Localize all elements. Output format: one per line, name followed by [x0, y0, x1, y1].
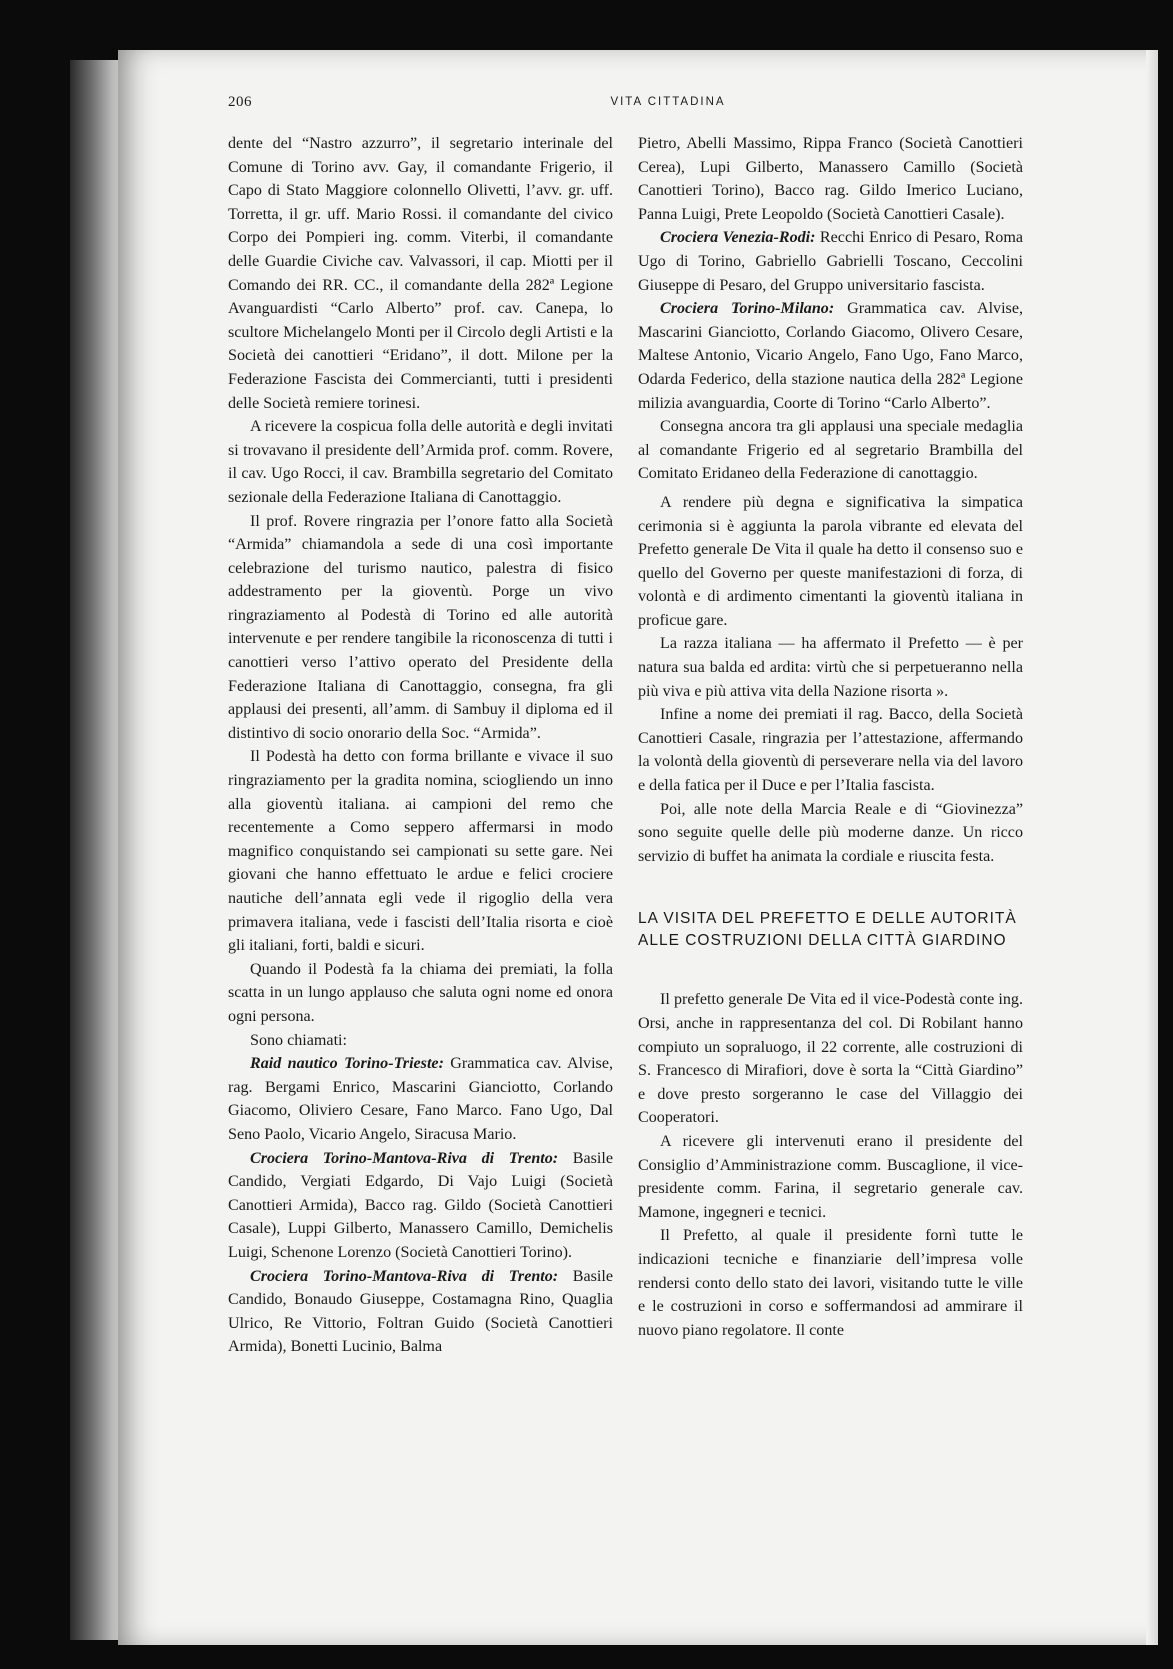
- page-edge: [1146, 50, 1158, 1645]
- award-entry: [228, 1265, 613, 1359]
- award-entry: [228, 1147, 613, 1265]
- award-names: Recchi Enrico di Pesaro, Roma Ugo di Torino, Gabriello Gabrielli Toscano, Ceccolini Giuseppe di Pesaro, del Gruppo universitario fascista.: [638, 229, 1024, 294]
- paragraph: Infine a nome dei premiati il rag. Bacco, della Società Canottieri Casale, ringrazia per l’attestazione, affermando la volontà della gioventù di perseverare nella via del lavoro e della fatica per il Duce e per l’Italia fascista.: [638, 706, 1023, 795]
- award-names: Grammatica cav. Alvise, rag. Bergami Enrico, Mascarini Gianciotto, Corlando Giacomo, Oliviero Cesare, Fano Marco. Fano Ugo, Dal Seno Paolo, Vicario Angelo, Siracusa Mario.: [228, 1055, 613, 1143]
- paragraph: Il prefetto generale De Vita ed il vice-Podestà conte ing. Orsi, anche in rappresentanza del col. Di Robilant hanno compiuto un sopraluogo, il 22 corrente, alle costruzioni di S. Francesco di Mirafiori, dove è sorta la “Città Giardino” e dove presto sorgeranno le case del Villaggio dei Cooperatori.: [638, 991, 1023, 1127]
- paragraph: Quando il Podestà fa la chiama dei premiati, la folla scatta in un lungo applauso che saluta ogni nome ed onora ogni persona.: [228, 960, 613, 1025]
- award-entry: [638, 226, 1023, 297]
- right-column: [638, 132, 1023, 1342]
- award-names: Grammatica cav. Alvise, Mascarini Gianciotto, Corlando Giacomo, Olivero Cesare, Maltese Antonio, Vicario Angelo, Fano Ugo, Fano Marco, Odarda Federico, della stazione nautica della 282ª Legione milizia avanguardia, Coorte di Torino “Carlo Alberto”.: [638, 300, 1023, 412]
- paragraph: Consegna ancora tra gli applausi una speciale medaglia al comandante Frigerio ed al segretario Brambilla del Comitato Eridaneo della Federazione di canottaggio.: [638, 418, 1023, 483]
- route-name: Crociera Torino-Milano:: [660, 300, 835, 318]
- page-number: 206: [228, 94, 252, 110]
- paragraph: Pietro, Abelli Massimo, Rippa Franco (Società Canottieri Cerea), Lupi Gilberto, Manassero Camillo (Società Canottieri Torino), Bacco rag. Gildo Imerico Luciano, Panna Luigi, Prete Leopoldo (Società Canottieri Casale).: [638, 135, 1023, 223]
- route-name: Crociera Torino-Mantova-Riva di Trento:: [250, 1267, 559, 1285]
- paragraph: Il prof. Rovere ringrazia per l’onore fatto alla Società “Armida” chiamandola a sede di una così importante celebrazione del turismo nautico, palestra di fisico addestramento per la gioventù. Porge un vivo ringraziamento al Podestà di Torino ed alle autorità intervenute e per rendere tangibile la riconoscenza di tutti i canottieri verso l’attivo operato del Presidente della Federazione Italiana di Canottaggio, consegna, fra gli applausi dei presenti, all’amm. di Sambuy il diploma ed il distintivo di socio onorario della Soc. “Armida”.: [228, 512, 613, 742]
- section-heading: LA VISITA DEL PREFETTO E DELLE AUTORITÀ ALLE COSTRUZIONI DELLA CITTÀ GIARDINO: [638, 910, 1017, 950]
- paragraph: dente del “Nastro azzurro”, il segretario interinale del Comune di Torino avv. Gay, il comandante Frigerio, il Capo di Stato Maggiore colonnello Olivetti, l’avv. gr. uff. Torretta, il gr. uff. Mario Rossi. il comandante del civico Corpo dei Pompieri ing. comm. Viterbi, il comandante delle Guardie Civiche cav. Valvassori, il cap. Miotti per il Comando dei RR. CC., il comandante della 282ª Legione Avanguardisti “Carlo Alberto” prof. cav. Canepa, lo scultore Michelangelo Monti per il Circolo degli Artisti e la Società dei canottieri “Eridano”, il dott. Milone per la Federazione Fascista dei Commercianti, tutti i presidenti delle Società remiere torinesi.: [228, 135, 613, 412]
- left-column: [228, 132, 613, 1359]
- paragraph: Poi, alle note della Marcia Reale e di “Giovinezza” sono seguite quelle delle più moderne danze. Un ricco servizio di buffet ha animata la cordiale e riuscita festa.: [638, 800, 1023, 865]
- running-title: VITA CITTADINA: [610, 96, 726, 108]
- paragraph: Il Prefetto, al quale il presidente fornì tutte le indicazioni tecniche e finanziarie dell’impresa volle rendersi conto dello stato dei lavori, visitando tutte le ville e le costruzioni in corso e soffermandosi ad ammirare il nuovo piano regolatore. Il conte: [638, 1227, 1023, 1339]
- paragraph: A ricevere gli intervenuti erano il presidente del Consiglio d’Amministrazione comm. Buscaglione, il vice-presidente comm. Farina, il segretario generale cav. Mamone, ingegneri e tecnici.: [638, 1132, 1023, 1221]
- award-names: Basile Candido, Vergiati Edgardo, Di Vajo Luigi (Società Canottieri Armida), Bacco rag. Gildo (Società Canottieri Casale), Luppi Gilberto, Manassero Camillo, Demichelis Luigi, Schenone Lorenzo (Società Canottieri Torino).: [228, 1149, 613, 1261]
- route-name: Crociera Venezia-Rodi:: [660, 229, 816, 247]
- award-entry: [228, 1052, 613, 1146]
- route-name: Raid nautico Torino-Trieste:: [250, 1055, 444, 1073]
- book-page: [118, 50, 1158, 1645]
- paragraph: A ricevere la cospicua folla delle autorità e degli invitati si trovavano il presidente dell’Armida prof. comm. Rovere, il cav. Ugo Rocci, il cav. Brambilla segretario del Comitato sezionale della Federazione Italiana di Canottaggio.: [228, 418, 613, 506]
- paragraph: La razza italiana — ha affermato il Prefetto — è per natura sua balda ed ardita: virtù che si perpetueranno nella più viva e più attiva vita della Nazione risorta ».: [638, 635, 1023, 700]
- paragraph: A rendere più degna e significativa la simpatica cerimonia si è aggiunta la parola vibrante ed elevata del Prefetto generale De Vita il quale ha detto il consenso suo e quello del Governo per queste manifestazioni di forza, di volontà e di ardimento cimentanti la gioventù italiana in proficue gare.: [638, 493, 1023, 629]
- award-names: Basile Candido, Bonaudo Giuseppe, Costamagna Rino, Quaglia Ulrico, Re Vittorio, Foltran Guido (Società Canottieri Armida), Bonetti Lucinio, Balma: [228, 1267, 613, 1356]
- route-name: Crociera Torino-Mantova-Riva di Trento:: [250, 1149, 559, 1167]
- award-entry: [638, 297, 1023, 415]
- paragraph: Il Podestà ha detto con forma brillante e vivace il suo ringraziamento per la gradita nomina, sciogliendo un inno alla gioventù italiana. ai campioni del remo che recentemente a Como seppero affermarsi in modo magnifico conquistando sei campionati su sette gare. Nei giovani che hanno effettuato le ardue e felici crociere nautiche dell’annata egli vede il rigoglio della vera primavera italiana, vede i fascisti dell’Italia risorta e cioè gli italiani, forti, baldi e sicuri.: [228, 748, 613, 955]
- paragraph: Sono chiamati:: [250, 1031, 347, 1049]
